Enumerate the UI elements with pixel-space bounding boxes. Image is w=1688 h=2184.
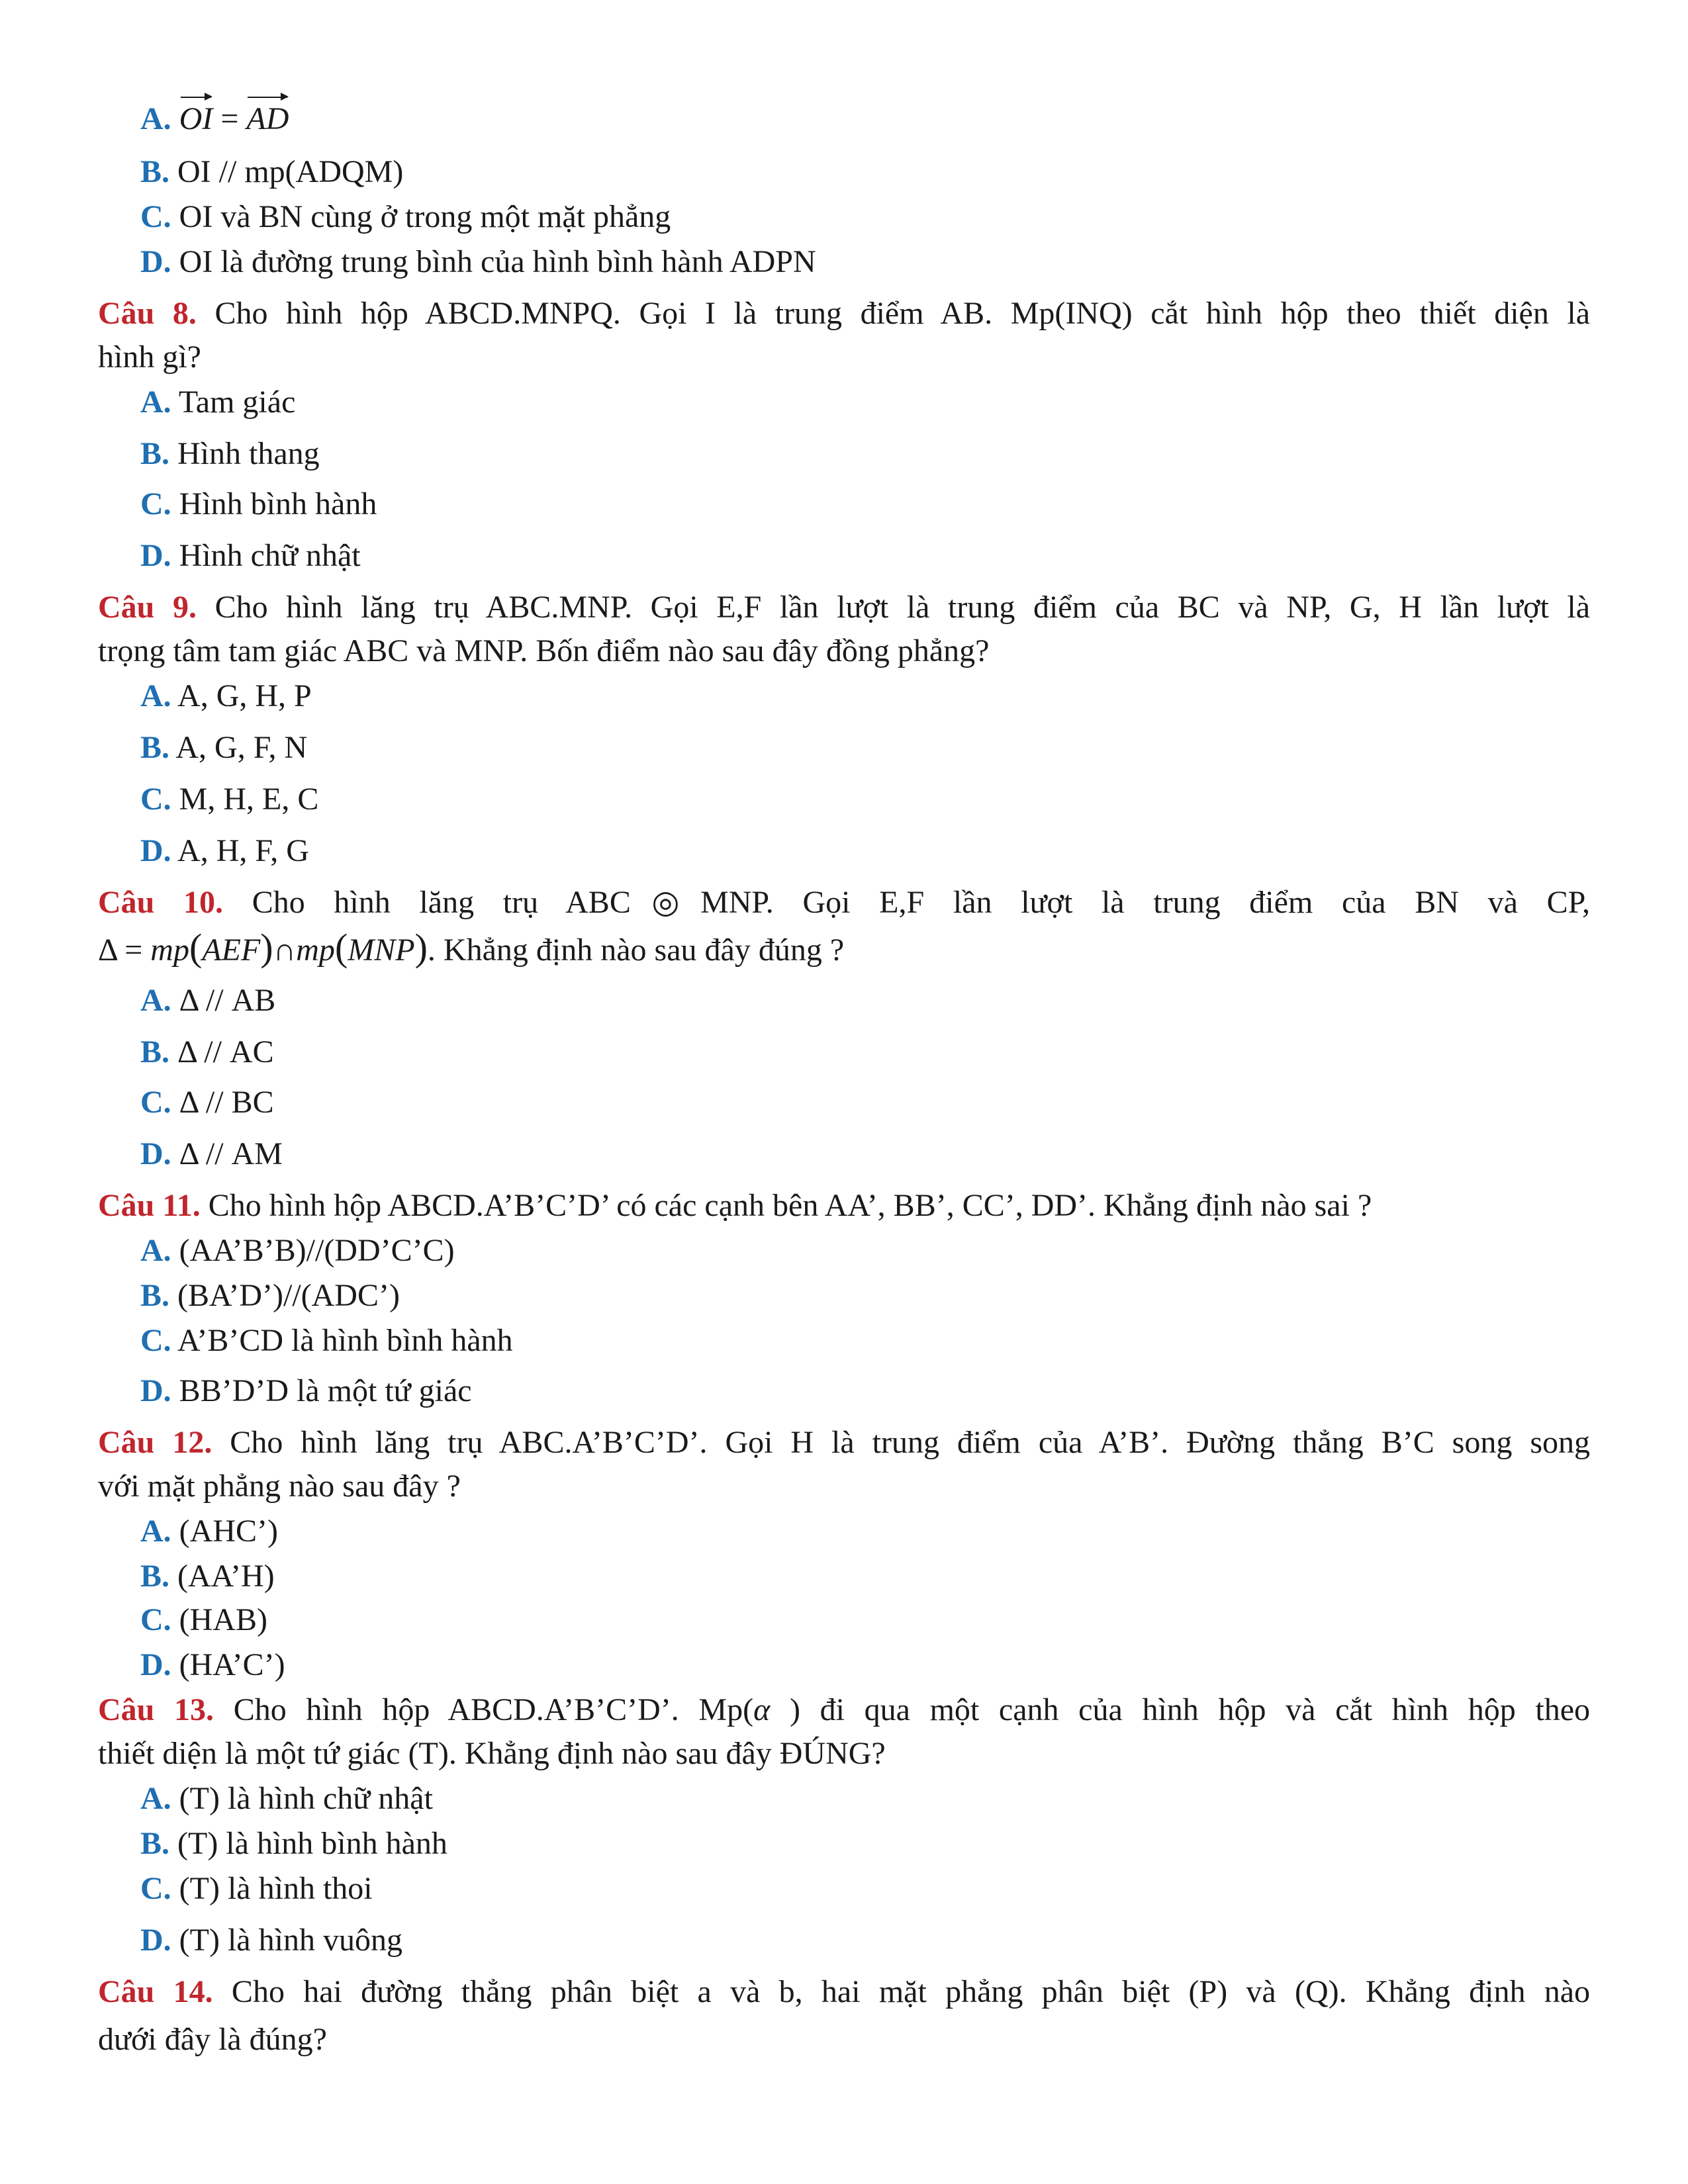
q10-option-a: [140, 982, 275, 1019]
option-text: Tam giác: [178, 385, 296, 420]
q12-stem-line1: [98, 1424, 1590, 1461]
option-label: D.: [140, 538, 171, 573]
q9-stem-line2: trọng tâm tam giác ABC và MNP. Bốn điểm nào sau đây đồng phẳng?: [98, 633, 990, 668]
option-text: A’B’CD là hình bình hành: [177, 1323, 513, 1358]
option-text: (BA’D’)//(ADC’): [177, 1278, 400, 1313]
option-text: OI và BN cùng ở trong một mặt phẳng: [179, 199, 671, 234]
q9-option-d: [140, 833, 309, 870]
option-text: (AA’H): [177, 1559, 275, 1594]
vector-oi: OI: [179, 101, 213, 136]
question-label: Câu 14.: [98, 1974, 213, 2009]
q12-option-a: [140, 1513, 278, 1550]
left-paren: (: [189, 926, 203, 969]
option-label: D.: [140, 833, 171, 868]
q12-option-d: [140, 1647, 285, 1684]
option-label: A.: [140, 1514, 171, 1549]
q14-stem-line2: dưới đây là đúng?: [98, 2022, 327, 2057]
option-text: BB’D’D là một tứ giác: [179, 1373, 472, 1408]
option-label: B.: [140, 730, 170, 765]
plane-aef: AEF: [202, 933, 261, 968]
option-text: Hình chữ nhật: [179, 538, 361, 573]
q10-stem-line1: [98, 884, 1590, 921]
question-label: Câu 8.: [98, 296, 197, 331]
question-label: Câu 10.: [98, 885, 224, 920]
q7-option-d: [140, 244, 816, 281]
q9-option-c: [140, 781, 318, 818]
option-text: Hình bình hành: [179, 486, 377, 522]
option-text: (T) là hình bình hành: [177, 1826, 447, 1861]
question-text: . Khẳng định nào sau đây đúng ?: [427, 933, 845, 968]
question-text: Cho hình hộp ABCD.A’B’C’D’. Mp(: [233, 1692, 754, 1727]
q10-stem-line2: [98, 926, 845, 969]
q12-option-c: [140, 1602, 267, 1639]
q8-option-c: [140, 486, 377, 523]
vector-ad: AD: [246, 101, 289, 136]
option-label: D.: [140, 1647, 171, 1682]
option-text: (HA’C’): [179, 1647, 285, 1682]
q7-option-b: [140, 154, 403, 191]
option-label: C.: [140, 782, 171, 817]
option-label: A.: [140, 101, 171, 136]
option-label: B.: [140, 436, 170, 471]
q11-stem-line1: [98, 1187, 1372, 1224]
option-label: C.: [140, 486, 171, 522]
option-text: (T) là hình vuông: [179, 1923, 402, 1958]
option-label: D.: [140, 1923, 171, 1958]
left-paren: (: [334, 926, 348, 969]
q7-option-a: [140, 101, 289, 138]
option-text: (AHC’): [179, 1514, 278, 1549]
right-paren: ): [414, 926, 428, 969]
option-text: M, H, E, C: [179, 782, 319, 817]
q12-option-b: [140, 1558, 275, 1595]
equals-sign: =: [117, 933, 151, 968]
question-text: Cho hình lăng trụ ABC.MNP. Gọi E,F lần lượt là trung điểm của BC và NP, G, H lần lượt là: [214, 590, 1591, 625]
alpha-symbol: α: [753, 1692, 771, 1727]
q7-option-c: [140, 199, 671, 236]
question-text: Cho hai đường thẳng phân biệt a và b, hai mặt phẳng phân biệt (P) và (Q). Khẳng định nào: [231, 1974, 1591, 2009]
option-text: Hình thang: [177, 436, 320, 471]
q11-option-b: [140, 1277, 400, 1314]
option-text: Δ // AM: [179, 1136, 283, 1171]
option-label: B.: [140, 1034, 170, 1069]
q10-option-b: [140, 1034, 274, 1071]
q9-option-b: [140, 729, 307, 766]
option-label: B.: [140, 154, 170, 189]
option-label: C.: [140, 1323, 171, 1358]
question-text: Cho hình hộp ABCD.A’B’C’D’ có các cạnh bên AA’, BB’, CC’, DD’. Khẳng định nào sai ?: [208, 1188, 1372, 1223]
q12-stem-line2: với mặt phẳng nào sau đây ?: [98, 1469, 461, 1504]
option-text: (AA’B’B)//(DD’C’C): [179, 1233, 455, 1268]
question-label: Câu 13.: [98, 1692, 214, 1727]
option-text: A, G, F, N: [175, 730, 308, 765]
option-label: D.: [140, 244, 171, 279]
option-text: Δ // AB: [179, 983, 276, 1018]
option-label: D.: [140, 1373, 171, 1408]
q13-option-b: [140, 1825, 447, 1862]
option-text: A, G, H, P: [177, 678, 312, 713]
option-label: C.: [140, 1085, 171, 1120]
option-text: (T) là hình chữ nhật: [179, 1781, 433, 1816]
question-text: Cho hình lăng trụ ABC.A’B’C’D’. Gọi H là trung điểm của A’B’. Đường thẳng B’C song song: [230, 1425, 1591, 1460]
option-label: A.: [140, 983, 171, 1018]
option-text: (T) là hình thoi: [179, 1871, 373, 1906]
q11-option-d: [140, 1373, 472, 1410]
option-label: A.: [140, 1781, 171, 1816]
q13-stem-line2: thiết diện là một tứ giác (T). Khẳng định nào sau đây ĐÚNG?: [98, 1736, 886, 1771]
q13-option-c: [140, 1870, 373, 1907]
delta-symbol: Δ: [98, 933, 117, 968]
q14-stem-line1: [98, 1974, 1590, 2011]
q13-option-a: [140, 1780, 433, 1817]
q10-option-c: [140, 1084, 274, 1121]
q11-option-a: [140, 1232, 455, 1269]
mp-text: mp: [296, 933, 335, 968]
q8-stem-line1: [98, 295, 1590, 332]
question-label: Câu 11.: [98, 1188, 201, 1223]
option-label: C.: [140, 1871, 171, 1906]
option-label: A.: [140, 385, 171, 420]
q8-option-a: [140, 384, 295, 421]
q8-option-d: [140, 537, 361, 574]
question-text: ) đi qua một cạnh của hình hộp và cắt hình hộp theo: [770, 1692, 1591, 1727]
option-label: B.: [140, 1826, 170, 1861]
q8-stem-line2: hình gì?: [98, 340, 201, 375]
option-label: B.: [140, 1278, 170, 1313]
right-paren: ): [260, 926, 273, 969]
plane-mnp: MNP: [348, 933, 415, 968]
option-label: C.: [140, 199, 171, 234]
equals-sign: =: [220, 101, 239, 136]
mp-text: mp: [150, 933, 189, 968]
q9-option-a: [140, 678, 312, 715]
option-text: Δ // AC: [177, 1034, 274, 1069]
option-text: A, H, F, G: [177, 833, 309, 868]
option-label: A.: [140, 678, 171, 713]
option-label: D.: [140, 1136, 171, 1171]
q8-option-b: [140, 435, 320, 473]
q11-option-c: [140, 1322, 513, 1359]
option-label: B.: [140, 1559, 170, 1594]
option-text: OI là đường trung bình của hình bình hành ADPN: [179, 244, 816, 279]
question-label: Câu 9.: [98, 590, 197, 625]
intersection-symbol: ∩: [273, 933, 297, 968]
option-label: C.: [140, 1602, 171, 1637]
q9-stem-line1: [98, 589, 1590, 626]
option-label: A.: [140, 1233, 171, 1268]
option-text: OI // mp(ADQM): [177, 154, 404, 189]
question-text: Cho hình lăng trụ ABC◎MNP. Gọi E,F lần lượt là trung điểm của BN và CP,: [252, 885, 1591, 920]
q13-stem-line1: [98, 1692, 1590, 1729]
question-label: Câu 12.: [98, 1425, 212, 1460]
option-text: (HAB): [179, 1602, 267, 1637]
option-text: Δ // BC: [179, 1085, 274, 1120]
q10-option-d: [140, 1136, 283, 1173]
q13-option-d: [140, 1922, 402, 1959]
question-text: Cho hình hộp ABCD.MNPQ. Gọi I là trung điểm AB. Mp(INQ) cắt hình hộp theo thiết diện là: [214, 296, 1591, 331]
